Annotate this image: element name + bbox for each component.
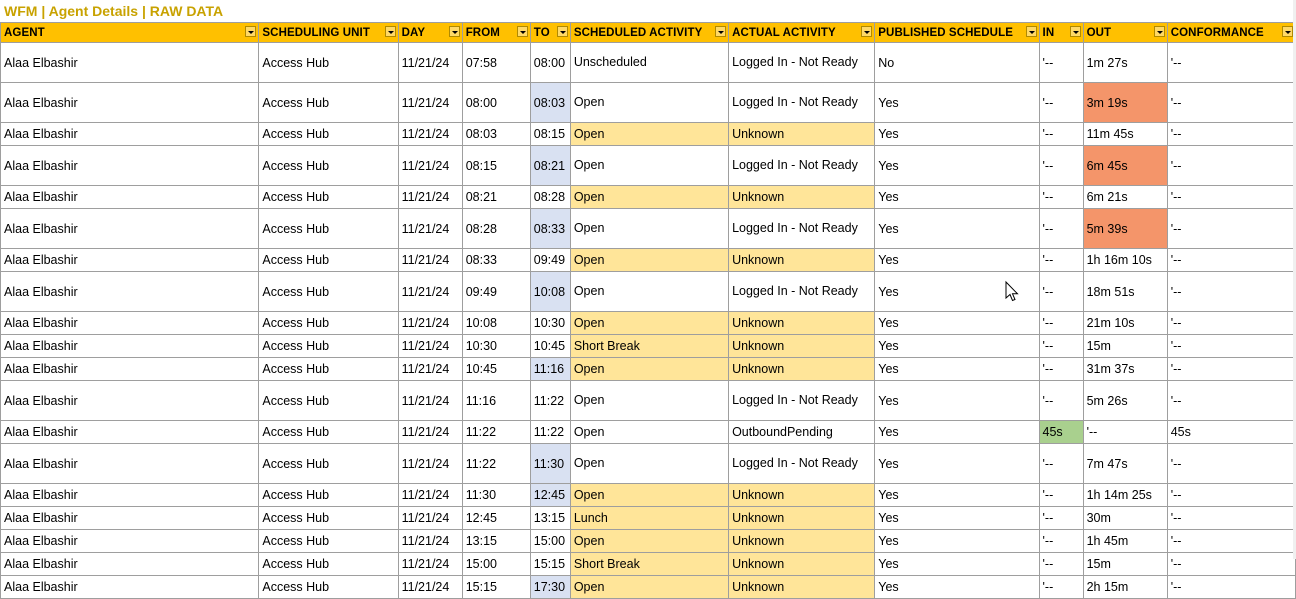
table-row[interactable] [1, 444, 1296, 484]
cell-in[interactable]: '-- [1039, 83, 1083, 123]
cell-actual_activity[interactable]: Unknown [729, 507, 875, 530]
cell-agent[interactable]: Alaa Elbashir [1, 421, 259, 444]
table-row[interactable] [1, 249, 1296, 272]
cell-out[interactable]: 30m [1083, 507, 1167, 530]
cell-scheduling_unit[interactable]: Access Hub [259, 43, 398, 83]
cell-from[interactable]: 13:15 [462, 530, 530, 553]
cell-actual_activity[interactable]: Unknown [729, 249, 875, 272]
cell-to[interactable]: 09:49 [530, 249, 570, 272]
cell-agent[interactable]: Alaa Elbashir [1, 381, 259, 421]
table-row[interactable] [1, 335, 1296, 358]
cell-to[interactable]: 10:30 [530, 312, 570, 335]
column-header-label: TO [533, 26, 550, 39]
cell-conformance[interactable]: '-- [1167, 312, 1295, 335]
cell-scheduled_activity[interactable]: Open [570, 272, 728, 312]
cell-day[interactable]: 11/21/24 [398, 553, 462, 576]
cell-in[interactable]: '-- [1039, 553, 1083, 576]
cell-published_schedule[interactable]: Yes [875, 209, 1039, 249]
cell-from[interactable]: 08:28 [462, 209, 530, 249]
cell-out[interactable]: 7m 47s [1083, 444, 1167, 484]
column-header-conformance[interactable] [1167, 23, 1295, 43]
cell-in[interactable]: '-- [1039, 209, 1083, 249]
cell-out[interactable]: 18m 51s [1083, 272, 1167, 312]
cell-actual_activity[interactable]: Unknown [729, 335, 875, 358]
cell-scheduling_unit[interactable]: Access Hub [259, 335, 398, 358]
cell-agent[interactable]: Alaa Elbashir [1, 335, 259, 358]
cell-from[interactable]: 11:22 [462, 421, 530, 444]
cell-agent[interactable]: Alaa Elbashir [1, 484, 259, 507]
column-header-label: OUT [1086, 26, 1112, 39]
cell-published_schedule[interactable]: Yes [875, 272, 1039, 312]
column-header-label: PUBLISHED SCHEDULE [878, 26, 1013, 39]
cell-day[interactable]: 11/21/24 [398, 507, 462, 530]
cell-scheduling_unit[interactable]: Access Hub [259, 358, 398, 381]
cell-published_schedule[interactable]: Yes [875, 576, 1039, 599]
cell-conformance[interactable]: '-- [1167, 507, 1295, 530]
cell-scheduling_unit[interactable]: Access Hub [259, 507, 398, 530]
cell-in[interactable]: '-- [1039, 249, 1083, 272]
cell-scheduled_activity[interactable]: Open [570, 146, 728, 186]
cell-to[interactable]: 11:30 [530, 444, 570, 484]
cell-day[interactable]: 11/21/24 [398, 83, 462, 123]
cell-to[interactable]: 08:33 [530, 209, 570, 249]
cell-scheduled_activity[interactable]: Open [570, 358, 728, 381]
column-header-scheduled_activity[interactable] [570, 23, 728, 43]
cell-from[interactable]: 09:49 [462, 272, 530, 312]
cell-to[interactable]: 11:16 [530, 358, 570, 381]
cell-out[interactable]: '-- [1083, 421, 1167, 444]
cell-out[interactable]: 21m 10s [1083, 312, 1167, 335]
cell-scheduled_activity[interactable]: Open [570, 484, 728, 507]
column-header-label: DAY [401, 26, 426, 39]
cell-day[interactable]: 11/21/24 [398, 249, 462, 272]
filter-dropdown-icon[interactable] [1026, 26, 1037, 37]
cell-scheduled_activity[interactable]: Open [570, 530, 728, 553]
table-row[interactable] [1, 272, 1296, 312]
cell-published_schedule[interactable]: Yes [875, 146, 1039, 186]
cell-day[interactable]: 11/21/24 [398, 43, 462, 83]
cell-actual_activity[interactable]: Logged In - Not Ready [729, 43, 875, 83]
cell-published_schedule[interactable]: Yes [875, 186, 1039, 209]
cell-actual_activity[interactable]: Logged In - Not Ready [729, 444, 875, 484]
cell-to[interactable]: 10:45 [530, 335, 570, 358]
page-title-text: WFM | Agent Details | RAW DATA [4, 3, 224, 19]
cell-conformance[interactable]: '-- [1167, 272, 1295, 312]
filter-dropdown-icon[interactable] [1282, 26, 1293, 37]
table-row[interactable] [1, 358, 1296, 381]
column-header-published_schedule[interactable] [875, 23, 1039, 43]
cell-published_schedule[interactable]: Yes [875, 335, 1039, 358]
cell-actual_activity[interactable]: OutboundPending [729, 421, 875, 444]
cell-scheduling_unit[interactable]: Access Hub [259, 381, 398, 421]
cell-actual_activity[interactable]: Unknown [729, 553, 875, 576]
table-body [1, 43, 1296, 599]
cell-day[interactable]: 11/21/24 [398, 444, 462, 484]
table-row[interactable] [1, 209, 1296, 249]
cell-day[interactable]: 11/21/24 [398, 421, 462, 444]
table-row[interactable] [1, 484, 1296, 507]
cell-actual_activity[interactable]: Logged In - Not Ready [729, 146, 875, 186]
cell-from[interactable]: 08:00 [462, 83, 530, 123]
cell-conformance[interactable]: '-- [1167, 146, 1295, 186]
cell-scheduling_unit[interactable]: Access Hub [259, 249, 398, 272]
cell-from[interactable]: 12:45 [462, 507, 530, 530]
cell-conformance[interactable]: '-- [1167, 576, 1295, 599]
cell-actual_activity[interactable]: Logged In - Not Ready [729, 381, 875, 421]
page-title [0, 0, 1296, 22]
cell-scheduled_activity[interactable]: Open [570, 249, 728, 272]
cell-actual_activity[interactable]: Unknown [729, 186, 875, 209]
cell-day[interactable]: 11/21/24 [398, 484, 462, 507]
cell-in[interactable]: '-- [1039, 358, 1083, 381]
column-header-label: IN [1042, 26, 1055, 39]
cell-conformance[interactable]: 45s [1167, 421, 1295, 444]
cell-to[interactable]: 08:21 [530, 146, 570, 186]
column-header-scheduling_unit[interactable] [259, 23, 398, 43]
cell-scheduling_unit[interactable]: Access Hub [259, 312, 398, 335]
column-header-day[interactable] [398, 23, 462, 43]
cell-published_schedule[interactable]: No [875, 43, 1039, 83]
column-header-label: SCHEDULING UNIT [262, 26, 370, 39]
cell-actual_activity[interactable]: Logged In - Not Ready [729, 272, 875, 312]
cell-to[interactable]: 15:15 [530, 553, 570, 576]
cell-scheduling_unit[interactable]: Access Hub [259, 186, 398, 209]
cell-from[interactable]: 15:00 [462, 553, 530, 576]
cell-scheduled_activity[interactable]: Open [570, 312, 728, 335]
cell-to[interactable]: 10:08 [530, 272, 570, 312]
table-row[interactable] [1, 553, 1296, 576]
cell-published_schedule[interactable]: Yes [875, 553, 1039, 576]
cell-scheduling_unit[interactable]: Access Hub [259, 444, 398, 484]
cell-conformance[interactable]: '-- [1167, 553, 1295, 576]
cell-day[interactable]: 11/21/24 [398, 186, 462, 209]
cell-out[interactable]: 6m 45s [1083, 146, 1167, 186]
table-row[interactable] [1, 381, 1296, 421]
cell-scheduled_activity[interactable]: Unscheduled [570, 43, 728, 83]
cell-from[interactable]: 10:30 [462, 335, 530, 358]
cell-to[interactable]: 11:22 [530, 381, 570, 421]
cell-conformance[interactable]: '-- [1167, 83, 1295, 123]
cell-in[interactable]: '-- [1039, 507, 1083, 530]
filter-dropdown-icon[interactable] [449, 26, 460, 37]
cell-from[interactable]: 11:22 [462, 444, 530, 484]
cell-scheduled_activity[interactable]: Open [570, 576, 728, 599]
cell-day[interactable]: 11/21/24 [398, 576, 462, 599]
filter-dropdown-icon[interactable] [715, 26, 726, 37]
cell-actual_activity[interactable]: Unknown [729, 484, 875, 507]
cell-day[interactable]: 11/21/24 [398, 272, 462, 312]
table-row[interactable] [1, 83, 1296, 123]
column-header-label: AGENT [4, 26, 45, 39]
cell-from[interactable]: 11:30 [462, 484, 530, 507]
cell-day[interactable]: 11/21/24 [398, 530, 462, 553]
cell-from[interactable]: 11:16 [462, 381, 530, 421]
cell-scheduled_activity[interactable]: Short Break [570, 335, 728, 358]
cell-day[interactable]: 11/21/24 [398, 358, 462, 381]
cell-conformance[interactable]: '-- [1167, 530, 1295, 553]
cell-published_schedule[interactable]: Yes [875, 123, 1039, 146]
cell-scheduled_activity[interactable]: Lunch [570, 507, 728, 530]
cell-actual_activity[interactable]: Unknown [729, 530, 875, 553]
cell-published_schedule[interactable]: Yes [875, 381, 1039, 421]
column-header-label: ACTUAL ACTIVITY [732, 26, 836, 39]
cell-in[interactable]: '-- [1039, 146, 1083, 186]
cell-agent[interactable]: Alaa Elbashir [1, 186, 259, 209]
cell-published_schedule[interactable]: Yes [875, 444, 1039, 484]
cell-scheduling_unit[interactable]: Access Hub [259, 146, 398, 186]
cell-out[interactable]: 1h 14m 25s [1083, 484, 1167, 507]
filter-dropdown-icon[interactable] [861, 26, 872, 37]
cell-scheduled_activity[interactable]: Open [570, 83, 728, 123]
cell-in[interactable]: '-- [1039, 312, 1083, 335]
cell-published_schedule[interactable]: Yes [875, 249, 1039, 272]
cell-to[interactable]: 08:03 [530, 83, 570, 123]
cell-actual_activity[interactable]: Unknown [729, 576, 875, 599]
cell-out[interactable]: 31m 37s [1083, 358, 1167, 381]
cell-out[interactable]: 15m [1083, 335, 1167, 358]
cell-agent[interactable]: Alaa Elbashir [1, 43, 259, 83]
cell-from[interactable]: 08:33 [462, 249, 530, 272]
cell-scheduled_activity[interactable]: Short Break [570, 553, 728, 576]
filter-dropdown-icon[interactable] [1070, 26, 1081, 37]
cell-scheduled_activity[interactable]: Open [570, 186, 728, 209]
cell-from[interactable]: 15:15 [462, 576, 530, 599]
cell-actual_activity[interactable]: Unknown [729, 123, 875, 146]
cell-agent[interactable]: Alaa Elbashir [1, 358, 259, 381]
table-row[interactable] [1, 186, 1296, 209]
table-row[interactable] [1, 123, 1296, 146]
cell-in[interactable]: '-- [1039, 484, 1083, 507]
cell-conformance[interactable]: '-- [1167, 358, 1295, 381]
cell-conformance[interactable]: '-- [1167, 335, 1295, 358]
cell-out[interactable]: 6m 21s [1083, 186, 1167, 209]
cell-out[interactable]: 1h 16m 10s [1083, 249, 1167, 272]
cell-published_schedule[interactable]: Yes [875, 312, 1039, 335]
cell-agent[interactable]: Alaa Elbashir [1, 272, 259, 312]
cell-agent[interactable]: Alaa Elbashir [1, 146, 259, 186]
cell-published_schedule[interactable]: Yes [875, 83, 1039, 123]
cell-to[interactable]: 08:15 [530, 123, 570, 146]
cell-conformance[interactable]: '-- [1167, 209, 1295, 249]
cell-scheduling_unit[interactable]: Access Hub [259, 576, 398, 599]
cell-from[interactable]: 08:15 [462, 146, 530, 186]
cell-agent[interactable]: Alaa Elbashir [1, 312, 259, 335]
cell-scheduled_activity[interactable]: Open [570, 123, 728, 146]
cell-scheduling_unit[interactable]: Access Hub [259, 83, 398, 123]
cell-day[interactable]: 11/21/24 [398, 312, 462, 335]
cell-out[interactable]: 5m 26s [1083, 381, 1167, 421]
filter-dropdown-icon[interactable] [1154, 26, 1165, 37]
column-header-agent[interactable] [1, 23, 259, 43]
cell-out[interactable]: 3m 19s [1083, 83, 1167, 123]
cell-conformance[interactable]: '-- [1167, 186, 1295, 209]
cell-in[interactable]: '-- [1039, 335, 1083, 358]
column-header-label: SCHEDULED ACTIVITY [573, 26, 703, 39]
table-row[interactable] [1, 146, 1296, 186]
cell-scheduling_unit[interactable]: Access Hub [259, 530, 398, 553]
cell-out[interactable]: 5m 39s [1083, 209, 1167, 249]
cell-from[interactable]: 10:45 [462, 358, 530, 381]
cell-agent[interactable]: Alaa Elbashir [1, 209, 259, 249]
cell-conformance[interactable]: '-- [1167, 249, 1295, 272]
cell-agent[interactable]: Alaa Elbashir [1, 576, 259, 599]
cell-actual_activity[interactable]: Logged In - Not Ready [729, 83, 875, 123]
cell-in[interactable]: '-- [1039, 444, 1083, 484]
cell-scheduled_activity[interactable]: Open [570, 444, 728, 484]
cell-actual_activity[interactable]: Unknown [729, 358, 875, 381]
table-row[interactable] [1, 507, 1296, 530]
cell-scheduling_unit[interactable]: Access Hub [259, 553, 398, 576]
cell-actual_activity[interactable]: Unknown [729, 312, 875, 335]
cell-agent[interactable]: Alaa Elbashir [1, 249, 259, 272]
cell-published_schedule[interactable]: Yes [875, 358, 1039, 381]
cell-in[interactable]: '-- [1039, 576, 1083, 599]
cell-out[interactable]: 11m 45s [1083, 123, 1167, 146]
cell-conformance[interactable]: '-- [1167, 484, 1295, 507]
cell-scheduling_unit[interactable]: Access Hub [259, 484, 398, 507]
agent-details-table [0, 22, 1296, 599]
cell-from[interactable]: 10:08 [462, 312, 530, 335]
cell-out[interactable]: 2h 15m [1083, 576, 1167, 599]
cell-out[interactable]: 1h 45m [1083, 530, 1167, 553]
column-header-to[interactable] [530, 23, 570, 43]
table-row[interactable] [1, 421, 1296, 444]
cell-conformance[interactable]: '-- [1167, 43, 1295, 83]
cell-day[interactable]: 11/21/24 [398, 381, 462, 421]
cell-agent[interactable]: Alaa Elbashir [1, 444, 259, 484]
cell-in[interactable]: '-- [1039, 530, 1083, 553]
cell-in[interactable]: '-- [1039, 381, 1083, 421]
cell-published_schedule[interactable]: Yes [875, 484, 1039, 507]
table-row[interactable] [1, 43, 1296, 83]
cell-from[interactable]: 08:21 [462, 186, 530, 209]
cell-agent[interactable]: Alaa Elbashir [1, 83, 259, 123]
cell-published_schedule[interactable]: Yes [875, 530, 1039, 553]
cell-conformance[interactable]: '-- [1167, 381, 1295, 421]
cell-in[interactable]: '-- [1039, 186, 1083, 209]
cell-to[interactable]: 08:00 [530, 43, 570, 83]
cell-published_schedule[interactable]: Yes [875, 507, 1039, 530]
cell-to[interactable]: 11:22 [530, 421, 570, 444]
column-header-out[interactable] [1083, 23, 1167, 43]
filter-dropdown-icon[interactable] [385, 26, 396, 37]
column-header-actual_activity[interactable] [729, 23, 875, 43]
cell-in[interactable]: 45s [1039, 421, 1083, 444]
cell-to[interactable]: 12:45 [530, 484, 570, 507]
cell-scheduled_activity[interactable]: Open [570, 421, 728, 444]
cell-scheduled_activity[interactable]: Open [570, 381, 728, 421]
cell-out[interactable]: 15m [1083, 553, 1167, 576]
table-row[interactable] [1, 312, 1296, 335]
column-header-label: FROM [465, 26, 500, 39]
cell-from[interactable]: 08:03 [462, 123, 530, 146]
filter-dropdown-icon[interactable] [517, 26, 528, 37]
table-row[interactable] [1, 530, 1296, 553]
table-row[interactable] [1, 576, 1296, 599]
cell-agent[interactable]: Alaa Elbashir [1, 123, 259, 146]
cell-day[interactable]: 11/21/24 [398, 146, 462, 186]
column-header-in[interactable] [1039, 23, 1083, 43]
cell-day[interactable]: 11/21/24 [398, 335, 462, 358]
cell-conformance[interactable]: '-- [1167, 444, 1295, 484]
cell-from[interactable]: 07:58 [462, 43, 530, 83]
cell-to[interactable]: 15:00 [530, 530, 570, 553]
cell-scheduled_activity[interactable]: Open [570, 209, 728, 249]
cell-published_schedule[interactable]: Yes [875, 421, 1039, 444]
filter-dropdown-icon[interactable] [245, 26, 256, 37]
cell-scheduling_unit[interactable]: Access Hub [259, 272, 398, 312]
cell-in[interactable]: '-- [1039, 43, 1083, 83]
cell-in[interactable]: '-- [1039, 123, 1083, 146]
cell-day[interactable]: 11/21/24 [398, 123, 462, 146]
column-header-from[interactable] [462, 23, 530, 43]
filter-dropdown-icon[interactable] [557, 26, 568, 37]
cell-agent[interactable]: Alaa Elbashir [1, 530, 259, 553]
cell-to[interactable]: 17:30 [530, 576, 570, 599]
cell-conformance[interactable]: '-- [1167, 123, 1295, 146]
cell-scheduling_unit[interactable]: Access Hub [259, 209, 398, 249]
cell-in[interactable]: '-- [1039, 272, 1083, 312]
cell-to[interactable]: 13:15 [530, 507, 570, 530]
cell-actual_activity[interactable]: Logged In - Not Ready [729, 209, 875, 249]
cell-to[interactable]: 08:28 [530, 186, 570, 209]
cell-scheduling_unit[interactable]: Access Hub [259, 421, 398, 444]
cell-out[interactable]: 1m 27s [1083, 43, 1167, 83]
cell-scheduling_unit[interactable]: Access Hub [259, 123, 398, 146]
column-header-label: CONFORMANCE [1170, 26, 1264, 39]
table-header-row [1, 23, 1296, 43]
cell-day[interactable]: 11/21/24 [398, 209, 462, 249]
cell-agent[interactable]: Alaa Elbashir [1, 553, 259, 576]
cell-agent[interactable]: Alaa Elbashir [1, 507, 259, 530]
